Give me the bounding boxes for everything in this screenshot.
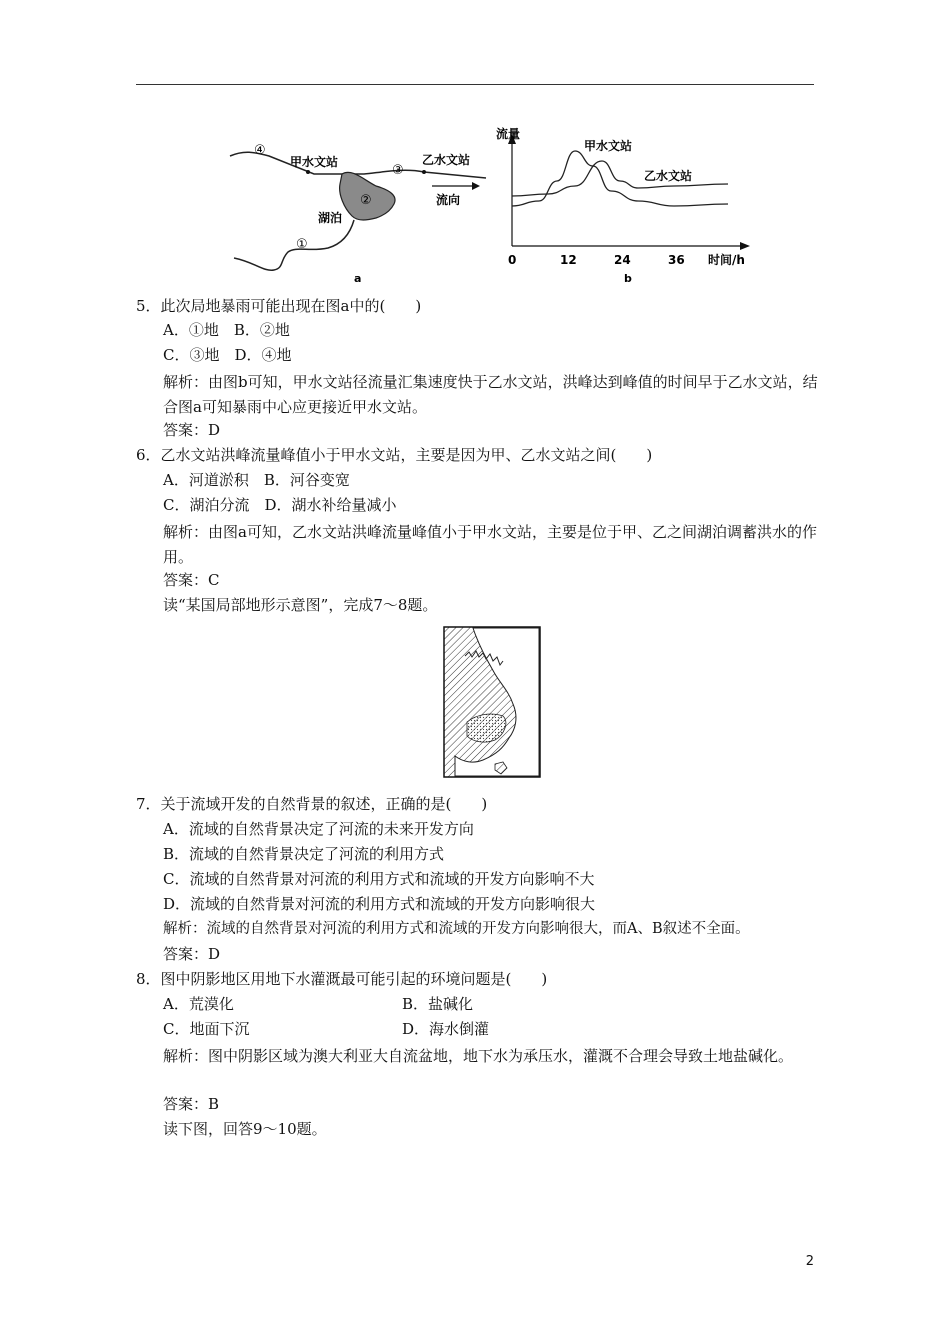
x-tick-36: 36 bbox=[668, 253, 685, 267]
figure-b-hydrograph bbox=[490, 126, 760, 286]
series-yi-label: 乙水文站 bbox=[644, 169, 693, 183]
q7-option-c: C．流域的自然背景对河流的利用方式和流域的开发方向影响不大 bbox=[163, 870, 595, 888]
q6-answer: 答案：C bbox=[163, 571, 220, 589]
q6-options-2: C．湖泊分流 D．湖水补给量减小 bbox=[163, 496, 397, 514]
q8-stem: 8．图中阴影地区用地下水灌溉最可能引起的环境问题是( ) bbox=[136, 970, 548, 988]
x-axis-arrow bbox=[740, 242, 750, 250]
caption-b: b bbox=[624, 272, 632, 285]
series-jia-line bbox=[512, 151, 728, 206]
x-axis-label: 时间/h bbox=[708, 253, 745, 267]
q8-analysis: 解析：图中阴影区域为澳大利亚大自流盆地，地下水为承压水，灌溉不合理会导致土地盐碱化。 bbox=[163, 1047, 794, 1065]
q8-option-b: B．盐碱化 bbox=[402, 995, 474, 1013]
q5-stem: 5．此次局地暴雨可能出现在图a中的( ) bbox=[136, 297, 422, 315]
q8-answer: 答案：B bbox=[163, 1095, 220, 1113]
q7-option-b: B．流域的自然背景决定了河流的利用方式 bbox=[163, 845, 445, 863]
q6-options-1: A．河道淤积 B．河谷变宽 bbox=[163, 471, 350, 489]
series-jia-label: 甲水文站 bbox=[584, 139, 633, 153]
header-rule bbox=[136, 84, 814, 85]
label-jia: 甲水文站 bbox=[290, 155, 339, 169]
figure-a-river-map bbox=[224, 130, 494, 285]
x-tick-24: 24 bbox=[614, 253, 631, 267]
q5-options-2: C．③地 D．④地 bbox=[163, 346, 292, 364]
y-axis-label: 流量 bbox=[496, 127, 521, 141]
caption-a: a bbox=[354, 272, 362, 285]
label-c4: ④ bbox=[254, 143, 266, 158]
q5-analysis: 解析：由图b可知，甲水文站径流量汇集速度快于乙水文站，洪峰达到峰值的时间早于乙水文站，结合图a可知暴雨中心应更接近甲水文站。 bbox=[163, 373, 818, 416]
intro-7-8: 读“某国局部地形示意图”，完成7～8题。 bbox=[163, 596, 438, 614]
figure-country-terrain bbox=[443, 626, 541, 778]
q5-answer: 答案：D bbox=[163, 421, 221, 439]
label-lake: 湖泊 bbox=[318, 211, 343, 225]
q8-option-c: C．地面下沉 bbox=[163, 1020, 250, 1038]
q6-stem: 6．乙水文站洪峰流量峰值小于甲水文站，主要是因为甲、乙水文站之间( ) bbox=[136, 446, 653, 464]
label-flow: 流向 bbox=[436, 193, 461, 207]
series-yi-line bbox=[512, 161, 728, 196]
x-tick-0: 0 bbox=[508, 253, 517, 267]
yi-station-dot bbox=[422, 170, 426, 174]
tributary-river bbox=[234, 220, 354, 270]
q8-option-d: D．海水倒灌 bbox=[402, 1020, 490, 1038]
jia-station-dot bbox=[306, 170, 310, 174]
label-c3: ③ bbox=[392, 163, 404, 178]
q5-options-1: A．①地 B．②地 bbox=[163, 321, 290, 339]
x-tick-12: 12 bbox=[560, 253, 577, 267]
page-number: 2 bbox=[805, 1254, 814, 1269]
q7-analysis: 解析：流域的自然背景对河流的利用方式和流域的开发方向影响很大，而A、B叙述不全面。 bbox=[163, 921, 750, 937]
label-c2: ② bbox=[360, 193, 372, 208]
label-yi: 乙水文站 bbox=[422, 153, 471, 167]
q7-stem: 7．关于流域开发的自然背景的叙述，正确的是( ) bbox=[136, 795, 488, 813]
intro-9-10: 读下图，回答9～10题。 bbox=[163, 1120, 327, 1138]
label-c1: ① bbox=[296, 237, 308, 252]
q6-analysis: 解析：由图a可知，乙水文站洪峰流量峰值小于甲水文站，主要是位于甲、乙之间湖泊调蓄洪水的作用。 bbox=[163, 523, 817, 566]
q7-option-a: A．流域的自然背景决定了河流的未来开发方向 bbox=[163, 820, 474, 838]
q7-option-d: D．流域的自然背景对河流的利用方式和流域的开发方向影响很大 bbox=[163, 895, 596, 913]
flow-arrow-head bbox=[472, 182, 480, 190]
q8-option-a: A．荒漠化 bbox=[163, 995, 234, 1013]
q7-answer: 答案：D bbox=[163, 945, 221, 963]
